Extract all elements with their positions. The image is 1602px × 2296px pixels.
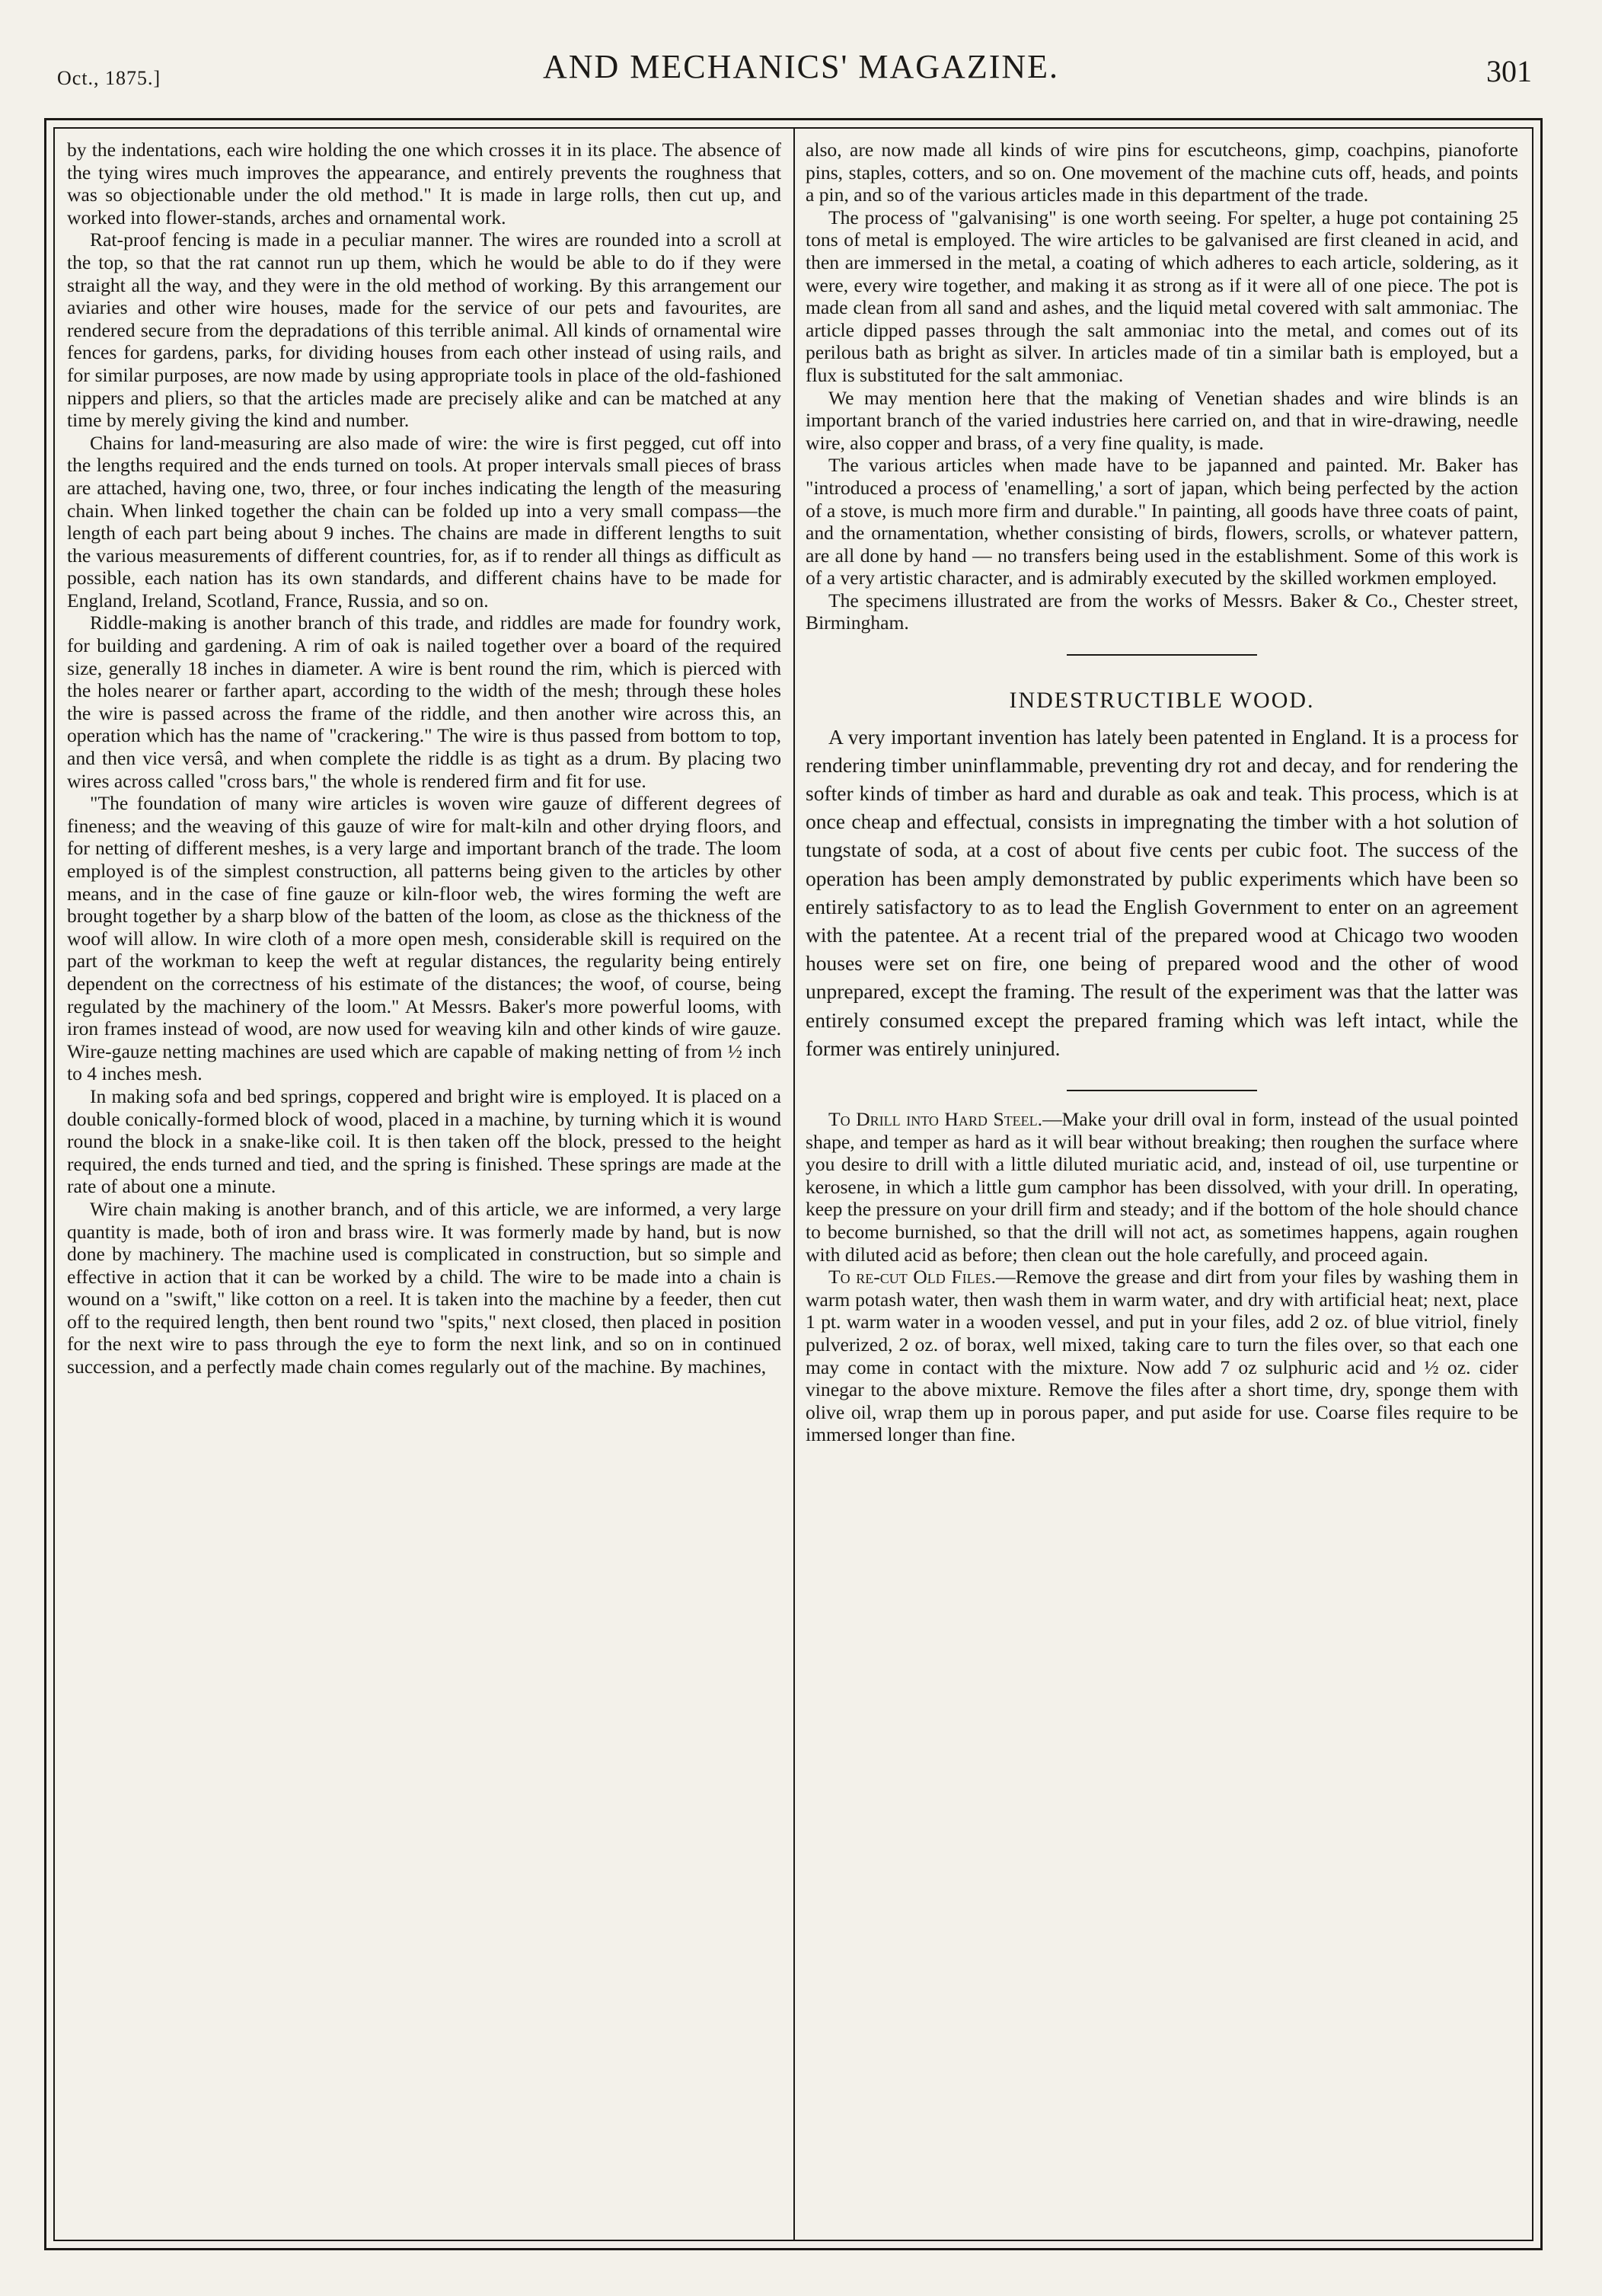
issue-date: Oct., 1875.] [57,67,161,89]
left-paragraph: Rat-proof fencing is made in a peculiar manner. The wires are rounded into a scroll at the top, so that the rat cannot run up them, which he would be able to do if they were straight all the way, and they were in the old method of working. By this arrangement our aviaries and other wire houses, made for the service of our pets and favourites, are rendered secure from the depradations of this terrible animal. All kinds of ornamental wire fences for gardens, parks, for dividing houses from each other instead of using rails, and for similar purposes, are now made by using appropriate tools in place of the old-fashioned nippers and pliers, so that the articles made are precisely alike and can be matched at any time by merely giving the kind and number. [67,228,781,432]
drill-note-text: —Make your drill oval in form, instead of the usual pointed shape, and temper as hard as it will bear without breaking; then roughen the surface where you desire to drill with a little diluted muriatic acid, and, instead of oil, use turpentine or kerosene, in which a little gum camphor has been dissolved, with your drill. In operating, keep the pressure on your drill firm and steady; and if the bottom of the hole should chance to become burnished, so that the drill will not act, as sometimes happens, again roughen with diluted acid as before; then clean out the hole carefully, and proceed again. [806,1108,1518,1266]
files-note-text: —Remove the grease and dirt from your files by washing them in warm potash water, then wash them in warm water, and dry with artificial heat; next, place 1 pt. warm water in a wooden vessel, and put in your files, add 2 oz. of blue vitriol, finely pulverized, 2 oz. of borax, well mixed, taking care to turn the files over, so that each one may come in contact with the mixture. Now add 7 oz sulphuric acid and ½ oz. cider vinegar to the above mixture. Remove the files after a short time, dry, sponge them with olive oil, wrap them up in porous paper, and put aside for use. Coarse files require to be immersed longer than fine. [806,1266,1518,1446]
right-paragraph: The specimens illustrated are from the works of Messrs. Baker & Co., Chester street, Birmingham. [806,589,1518,634]
files-note-heading: To re-cut Old Files. [828,1266,996,1289]
drill-note-heading: To Drill into Hard Steel. [828,1108,1043,1131]
indestructible-wood-text: A very important invention has lately been patented in England. It is a process for rendering timber uninflammable, preventing dry rot and decay, and for rendering the softer kinds of timber as hard and durable as oak and teak. This process, which is at once cheap and effectual, consists in impregnating the timber with a hot solution of tungstate of soda, at a cost of about five cents per cubic foot. The success of the operation has been amply demonstrated by public experiments which have been so entirely satisfactory to as to lead the English Government to enter on an agreement with the patentee. At a recent trial of the prepared wood at Chicago two wooden houses were set on fire, one being of prepared wood and the other of wood unprepared, except the framing. The result of the experiment was that the latter was entirely consumed except the prepared framing which was left intact, while the former was entirely uninjured. [806,724,1518,1060]
right-paragraph: We may mention here that the making of Venetian shades and wire blinds is an important branch of the varied industries here carried on, and that in wire-drawing, needle wire, also copper and brass, of a very fine quality, is made. [806,386,1518,454]
left-paragraph: "The foundation of many wire articles is woven wire gauze of different degrees of fineness; and the weaving of this gauze of wire for malt-kiln and other drying floors, and for netting of different meshes, is a very large and important branch of the trade. The loom employed is of the simplest construction, all patterns being given to the articles by other means, and in the case of fine gauze or kiln-floor web, the wires forming the weft are brought together by a sharp blow of the batten of the loom, as close as the thickness of the woof will allow. In wire cloth of a more open mesh, considerable skill is required on the part of the workman to keep the weft at regular distances, the regularity being entirely dependent on the correctness of his estimate of the distances; the woof, of course, being regulated by the machinery of the loom." At Messrs. Baker's more powerful looms, with iron frames instead of wood, are now used for weaving kiln and other kinds of wire gauze. Wire-gauze netting machines are used which are capable of making netting of from ½ inch to 4 inches mesh. [67,792,781,1085]
section-title-indestructible-wood: INDESTRUCTIBLE WOOD. [1009,688,1315,714]
files-note [806,1266,1518,1446]
section-rule [1067,654,1257,656]
page-number: 301 [1486,54,1532,88]
right-paragraph: The process of "galvanising" is one worth seeing. For spelter, a huge pot containing 25 tons of metal is employed. The wire articles to be galvanised are first cleaned in acid, and then are immersed in the metal, a coating of which adheres to each article, soldering, as it were, every wire together, and making it as strong as if it were all of one piece. The pot is made clean from all sand and ashes, and the liquid metal covered with salt ammoniac. The article dipped passes through the salt ammoniac into the metal, and comes out of its perilous bath as bright as silver. In articles made of tin a similar bath is employed, but a flux is substituted for the salt ammoniac. [806,206,1518,386]
left-paragraph: Wire chain making is another branch, and of this article, we are informed, a very large quantity is made, both of iron and brass wire. It was formerly made by hand, but is now done by machinery. The machine used is complicated in construction, but so simple and effective in action that it can be worked by a child. The wire to be made into a chain is wound on a "swift," like cotton on a reel. It is taken into the machine by a feeder, then cut off to the required length, then bent round two "spits," next closed, then placed in position for the next wire to pass through the eye to form the next link, and so on in continued succession, and a perfectly made chain comes regularly out of the machine. By machines, [67,1197,781,1378]
right-paragraph: The various articles when made have to be japanned and painted. Mr. Baker has "introduced a process of 'enamelling,' a sort of japan, which being perfected by the action of a stove, is much more firm and durable." In painting, all goods have three coats of paint, and the ornamentation, whether consisting of birds, flowers, scrolls, or whatever pattern, are all done by hand — no transfers being used in the establishment. Some of this work is of a very artistic character, and is admirably executed by the skilled workmen employed. [806,454,1518,589]
left-paragraph: In making sofa and bed springs, coppered and bright wire is employed. It is placed on a double conically-formed block of wood, placed in a machine, by turning which it is wound round the block in a snake-like coil. It is then taken off the block, pressed to the height required, the ends turned and tied, and the spring is finished. These springs are made at the rate of about one a minute. [67,1084,781,1198]
left-column [67,139,781,2229]
left-paragraph: Riddle-making is another branch of this trade, and riddles are made for foundry work, for building and gardening. A rim of oak is nailed together over a board of the required size, generally 18 inches in diameter. A wire is bent round the rim, which is pierced with the holes nearer or farther apart, according to the width of the mesh; through these holes the wire is passed across the frame of the riddle, and then another wire across this, an operation which has the name of "crackering." The wire is thus passed from bottom to top, and then vice versâ, and when complete the riddle is as tight as a drum. By placing two wires across called "cross bars," the whole is rendered firm and fit for use. [67,612,781,792]
magazine-title: AND MECHANICS' MAGAZINE. [542,48,1060,85]
right-paragraph: also, are now made all kinds of wire pins for escutcheons, gimp, coachpins, pianoforte pins, staples, cotters, and so on. One movement of the machine cuts off, heads, and points a pin, and so of the various articles made in this department of the trade. [806,139,1518,206]
left-paragraph: by the indentations, each wire holding the one which crosses it in its place. The absence of the tying wires much improves the appearance, and entirely prevents the roughness that was so objectionable under the old method." It is made in large rolls, then cut up, and worked into flower-stands, arches and ornamental work. [67,139,781,228]
section-rule [1067,1090,1257,1091]
left-paragraph: Chains for land-measuring are also made of wire: the wire is first pegged, cut off into the lengths required and the ends turned on tools. At proper intervals small pieces of brass are attached, having one, two, three, or four inches indicating the length of the measuring chain. When linked together the chain can be folded up into a very small compass—the length of each part being about 9 inches. The chains are made in different lengths to suit the various measurements of different countries, for, as if to render all things as difficult as possible, each nation has its own standards, and different chains have to be made for England, Ireland, Scotland, France, Russia, and so on. [67,431,781,612]
column-divider [793,127,795,2241]
page-header [0,0,1602,114]
right-column [806,139,1518,2229]
drill-note [806,1108,1518,1266]
